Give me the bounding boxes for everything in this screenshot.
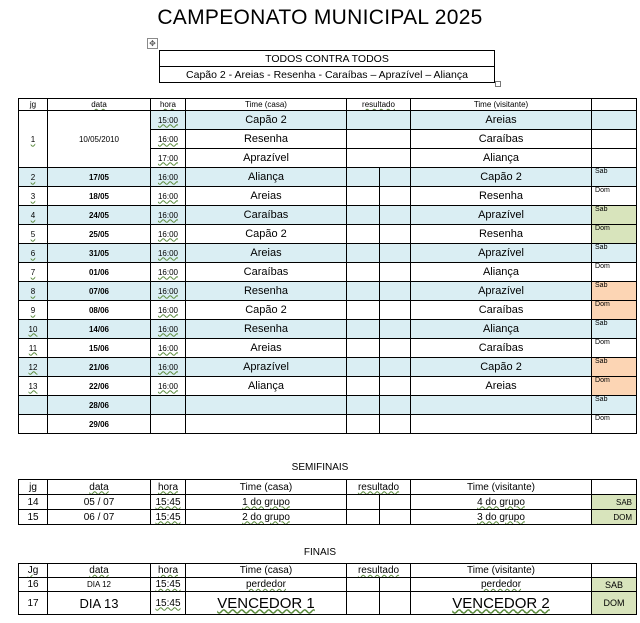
cell-jg: 9 bbox=[19, 301, 48, 320]
cell-hora: 15:45 bbox=[151, 510, 186, 525]
cell-visitante: Caraíbas bbox=[411, 130, 592, 149]
cell-data: 07/06 bbox=[48, 282, 151, 301]
cell-score-away bbox=[380, 263, 411, 282]
cell-score-home bbox=[347, 396, 380, 415]
table-row bbox=[19, 111, 637, 130]
cell-jg: 4 bbox=[19, 206, 48, 225]
cell-day: DOM bbox=[592, 510, 637, 525]
table-row bbox=[19, 244, 637, 263]
cell-casa: Capão 2 bbox=[186, 225, 347, 244]
table-row bbox=[19, 415, 637, 434]
cell-score-away bbox=[380, 358, 411, 377]
format-box bbox=[159, 50, 495, 83]
cell-casa: Caraíbas bbox=[186, 263, 347, 282]
cell-visitante: Capão 2 bbox=[411, 358, 592, 377]
cell-day: Dom bbox=[592, 263, 637, 282]
cell-casa: Resenha bbox=[186, 130, 347, 149]
cell-score-away bbox=[380, 320, 411, 339]
cell-score-away bbox=[380, 377, 411, 396]
cell-jg: 6 bbox=[19, 244, 48, 263]
cell-hora: 15:00 bbox=[151, 111, 186, 130]
cell-visitante: Resenha bbox=[411, 225, 592, 244]
page-title: CAMPEONATO MUNICIPAL 2025 bbox=[157, 6, 483, 29]
cell-data: 10/05/2010 bbox=[48, 111, 151, 168]
table-row bbox=[19, 358, 637, 377]
cell-jg: 16 bbox=[19, 578, 48, 592]
cell-score-home bbox=[347, 377, 380, 396]
cell-day: Sab bbox=[592, 244, 637, 263]
cell-casa bbox=[186, 396, 347, 415]
cell-data: 01/06 bbox=[48, 263, 151, 282]
cell-hora: 15:45 bbox=[151, 578, 186, 592]
cell-visitante: Aprazível bbox=[411, 282, 592, 301]
finals-title: FINAIS bbox=[303, 547, 337, 558]
table-row bbox=[19, 282, 637, 301]
cell-casa: perdedor bbox=[186, 578, 347, 592]
cell-jg: 10 bbox=[19, 320, 48, 339]
finals-header-row bbox=[19, 564, 637, 578]
cell-casa: Aprazível bbox=[186, 358, 347, 377]
cell-visitante: 4 do grupo bbox=[411, 495, 592, 510]
cell-jg: 5 bbox=[19, 225, 48, 244]
table-row bbox=[19, 510, 637, 525]
header-day bbox=[592, 99, 637, 111]
cell-score-home bbox=[347, 244, 380, 263]
cell-data: 08/06 bbox=[48, 301, 151, 320]
cell-visitante: Aliança bbox=[411, 320, 592, 339]
cell-jg: 14 bbox=[19, 495, 48, 510]
cell-hora: 16:00 bbox=[151, 377, 186, 396]
cell-score-away bbox=[380, 282, 411, 301]
cell-casa: Resenha bbox=[186, 282, 347, 301]
cell-hora: 16:00 bbox=[151, 225, 186, 244]
cell-score-away bbox=[380, 495, 411, 510]
cell-casa: Aliança bbox=[186, 168, 347, 187]
cell-hora: 16:00 bbox=[151, 168, 186, 187]
format-line-1: TODOS CONTRA TODOS bbox=[160, 51, 495, 67]
table-row bbox=[19, 187, 637, 206]
final-header-hora: hora bbox=[151, 564, 186, 578]
cell-jg: 1 bbox=[19, 111, 48, 168]
cell-casa: 2 do grupo bbox=[186, 510, 347, 525]
cell-day: Sab bbox=[592, 206, 637, 225]
cell-resultado bbox=[347, 149, 411, 168]
cell-jg: 15 bbox=[19, 510, 48, 525]
final-header-casa: Time (casa) bbox=[186, 564, 347, 578]
cell-casa: 1 do grupo bbox=[186, 495, 347, 510]
cell-score-away bbox=[380, 187, 411, 206]
semifinals-title: SEMIFINAIS bbox=[291, 462, 349, 473]
cell-data: DIA 12 bbox=[48, 578, 151, 592]
cell-hora: 16:00 bbox=[151, 339, 186, 358]
table-row bbox=[19, 339, 637, 358]
semi-header-resultado: resultado bbox=[347, 480, 411, 495]
cell-day: Dom bbox=[592, 225, 637, 244]
cell-jg: 3 bbox=[19, 187, 48, 206]
cell-hora bbox=[151, 415, 186, 434]
final-header-resultado: resultado bbox=[347, 564, 411, 578]
cell-casa: Aprazível bbox=[186, 149, 347, 168]
cell-casa: Areias bbox=[186, 339, 347, 358]
cell-visitante: Caraíbas bbox=[411, 301, 592, 320]
semifinals-table bbox=[18, 479, 637, 525]
cell-day bbox=[592, 149, 637, 168]
move-handle-icon[interactable]: ✥ bbox=[147, 38, 158, 49]
cell-casa: Areias bbox=[186, 244, 347, 263]
cell-jg: 13 bbox=[19, 377, 48, 396]
cell-hora: 16:00 bbox=[151, 206, 186, 225]
cell-data: 05 / 07 bbox=[48, 495, 151, 510]
cell-score-home bbox=[347, 578, 380, 592]
cell-score-home bbox=[347, 206, 380, 225]
cell-day: Dom bbox=[592, 377, 637, 396]
cell-hora: 16:00 bbox=[151, 320, 186, 339]
cell-visitante: Resenha bbox=[411, 187, 592, 206]
cell-day: Dom bbox=[592, 415, 637, 434]
cell-score-home bbox=[347, 510, 380, 525]
cell-data: 29/06 bbox=[48, 415, 151, 434]
cell-score-home bbox=[347, 592, 380, 615]
cell-jg: 7 bbox=[19, 263, 48, 282]
semi-header-visitante: Time (visitante) bbox=[411, 480, 592, 495]
cell-data: 15/06 bbox=[48, 339, 151, 358]
cell-resultado bbox=[347, 130, 411, 149]
cell-score-home bbox=[347, 495, 380, 510]
cell-day: Sab bbox=[592, 358, 637, 377]
cell-visitante: Aliança bbox=[411, 263, 592, 282]
cell-data: 25/05 bbox=[48, 225, 151, 244]
cell-score-away bbox=[380, 301, 411, 320]
cell-jg bbox=[19, 396, 48, 415]
cell-score-away bbox=[380, 592, 411, 615]
table-row bbox=[19, 495, 637, 510]
cell-score-home bbox=[347, 358, 380, 377]
cell-day: Sab bbox=[592, 396, 637, 415]
cell-day: SAB bbox=[592, 495, 637, 510]
cell-hora: 15:45 bbox=[151, 495, 186, 510]
cell-day: Dom bbox=[592, 301, 637, 320]
cell-score-home bbox=[347, 187, 380, 206]
cell-day: SAB bbox=[592, 578, 637, 592]
cell-data: 06 / 07 bbox=[48, 510, 151, 525]
cell-score-away bbox=[380, 339, 411, 358]
cell-visitante: Capão 2 bbox=[411, 168, 592, 187]
cell-jg: 8 bbox=[19, 282, 48, 301]
cell-data: 21/06 bbox=[48, 358, 151, 377]
cell-hora: 16:00 bbox=[151, 263, 186, 282]
table-row bbox=[19, 301, 637, 320]
cell-day: DOM bbox=[592, 592, 637, 615]
cell-casa: Resenha bbox=[186, 320, 347, 339]
cell-data: 18/05 bbox=[48, 187, 151, 206]
cell-score-away bbox=[380, 244, 411, 263]
cell-score-home bbox=[347, 225, 380, 244]
cell-resultado bbox=[347, 111, 411, 130]
cell-jg: 17 bbox=[19, 592, 48, 615]
cell-data: 28/06 bbox=[48, 396, 151, 415]
semi-header-casa: Time (casa) bbox=[186, 480, 347, 495]
finals-table bbox=[18, 563, 637, 615]
cell-visitante: Aprazível bbox=[411, 244, 592, 263]
cell-data: 22/06 bbox=[48, 377, 151, 396]
cell-hora: 16:00 bbox=[151, 282, 186, 301]
cell-score-away bbox=[380, 396, 411, 415]
cell-score-away bbox=[380, 225, 411, 244]
cell-hora bbox=[151, 396, 186, 415]
cell-day: Sab bbox=[592, 320, 637, 339]
cell-casa bbox=[186, 415, 347, 434]
semifinals-header-row bbox=[19, 480, 637, 495]
table-row bbox=[19, 578, 637, 592]
cell-casa: VENCEDOR 1 bbox=[186, 592, 347, 615]
final-header-visitante: Time (visitante) bbox=[411, 564, 592, 578]
header-resultado: resultado bbox=[347, 99, 411, 111]
cell-hora: 17:00 bbox=[151, 149, 186, 168]
cell-jg: 2 bbox=[19, 168, 48, 187]
cell-casa: Capão 2 bbox=[186, 301, 347, 320]
cell-casa: Aliança bbox=[186, 377, 347, 396]
header-casa: Time (casa) bbox=[186, 99, 347, 111]
cell-day bbox=[592, 130, 637, 149]
cell-data: 14/06 bbox=[48, 320, 151, 339]
cell-visitante: Aprazível bbox=[411, 206, 592, 225]
cell-visitante: VENCEDOR 2 bbox=[411, 592, 592, 615]
cell-jg: 12 bbox=[19, 358, 48, 377]
schedule-table bbox=[18, 98, 637, 434]
final-header-jg: Jg bbox=[19, 564, 48, 578]
cell-hora: 16:00 bbox=[151, 244, 186, 263]
resize-handle-icon[interactable] bbox=[495, 81, 501, 87]
cell-visitante: Aliança bbox=[411, 149, 592, 168]
table-row bbox=[19, 396, 637, 415]
header-data: data bbox=[48, 99, 151, 111]
semi-header-day bbox=[592, 480, 637, 495]
cell-score-home bbox=[347, 415, 380, 434]
schedule-header-row bbox=[19, 99, 637, 111]
semi-header-data: data bbox=[48, 480, 151, 495]
final-header-data: data bbox=[48, 564, 151, 578]
table-row bbox=[19, 320, 637, 339]
cell-score-home bbox=[347, 301, 380, 320]
format-line-2: Capão 2 - Areias - Resenha - Caraíbas – Aprazível – Aliança bbox=[160, 67, 495, 83]
cell-casa: Caraíbas bbox=[186, 206, 347, 225]
cell-data: 24/05 bbox=[48, 206, 151, 225]
cell-visitante: 3 do grupo bbox=[411, 510, 592, 525]
header-jg: jg bbox=[19, 99, 48, 111]
table-row bbox=[19, 206, 637, 225]
cell-score-away bbox=[380, 168, 411, 187]
final-header-day bbox=[592, 564, 637, 578]
cell-day: Dom bbox=[592, 339, 637, 358]
cell-data: 31/05 bbox=[48, 244, 151, 263]
cell-score-away bbox=[380, 415, 411, 434]
cell-hora: 15:45 bbox=[151, 592, 186, 615]
cell-score-home bbox=[347, 320, 380, 339]
cell-day: Dom bbox=[592, 187, 637, 206]
cell-data: 17/05 bbox=[48, 168, 151, 187]
cell-visitante: perdedor bbox=[411, 578, 592, 592]
cell-visitante: Areias bbox=[411, 111, 592, 130]
cell-jg bbox=[19, 415, 48, 434]
cell-visitante bbox=[411, 415, 592, 434]
table-row bbox=[19, 263, 637, 282]
cell-day: Sab bbox=[592, 168, 637, 187]
cell-hora: 16:00 bbox=[151, 187, 186, 206]
cell-hora: 16:00 bbox=[151, 130, 186, 149]
table-row bbox=[19, 592, 637, 615]
cell-day bbox=[592, 111, 637, 130]
cell-score-away bbox=[380, 578, 411, 592]
cell-score-home bbox=[347, 263, 380, 282]
header-hora: hora bbox=[151, 99, 186, 111]
cell-day: Sab bbox=[592, 282, 637, 301]
cell-data: DIA 13 bbox=[48, 592, 151, 615]
cell-score-home bbox=[347, 339, 380, 358]
cell-casa: Areias bbox=[186, 187, 347, 206]
cell-visitante bbox=[411, 396, 592, 415]
cell-hora: 16:00 bbox=[151, 301, 186, 320]
cell-score-away bbox=[380, 206, 411, 225]
table-row bbox=[19, 377, 637, 396]
cell-visitante: Caraíbas bbox=[411, 339, 592, 358]
table-row bbox=[19, 168, 637, 187]
cell-score-home bbox=[347, 168, 380, 187]
cell-casa: Capão 2 bbox=[186, 111, 347, 130]
cell-visitante: Areias bbox=[411, 377, 592, 396]
cell-score-away bbox=[380, 510, 411, 525]
header-visitante: Time (visitante) bbox=[411, 99, 592, 111]
cell-score-home bbox=[347, 282, 380, 301]
cell-hora: 16:00 bbox=[151, 358, 186, 377]
semi-header-hora: hora bbox=[151, 480, 186, 495]
semi-header-jg: jg bbox=[19, 480, 48, 495]
cell-jg: 11 bbox=[19, 339, 48, 358]
table-row bbox=[19, 225, 637, 244]
